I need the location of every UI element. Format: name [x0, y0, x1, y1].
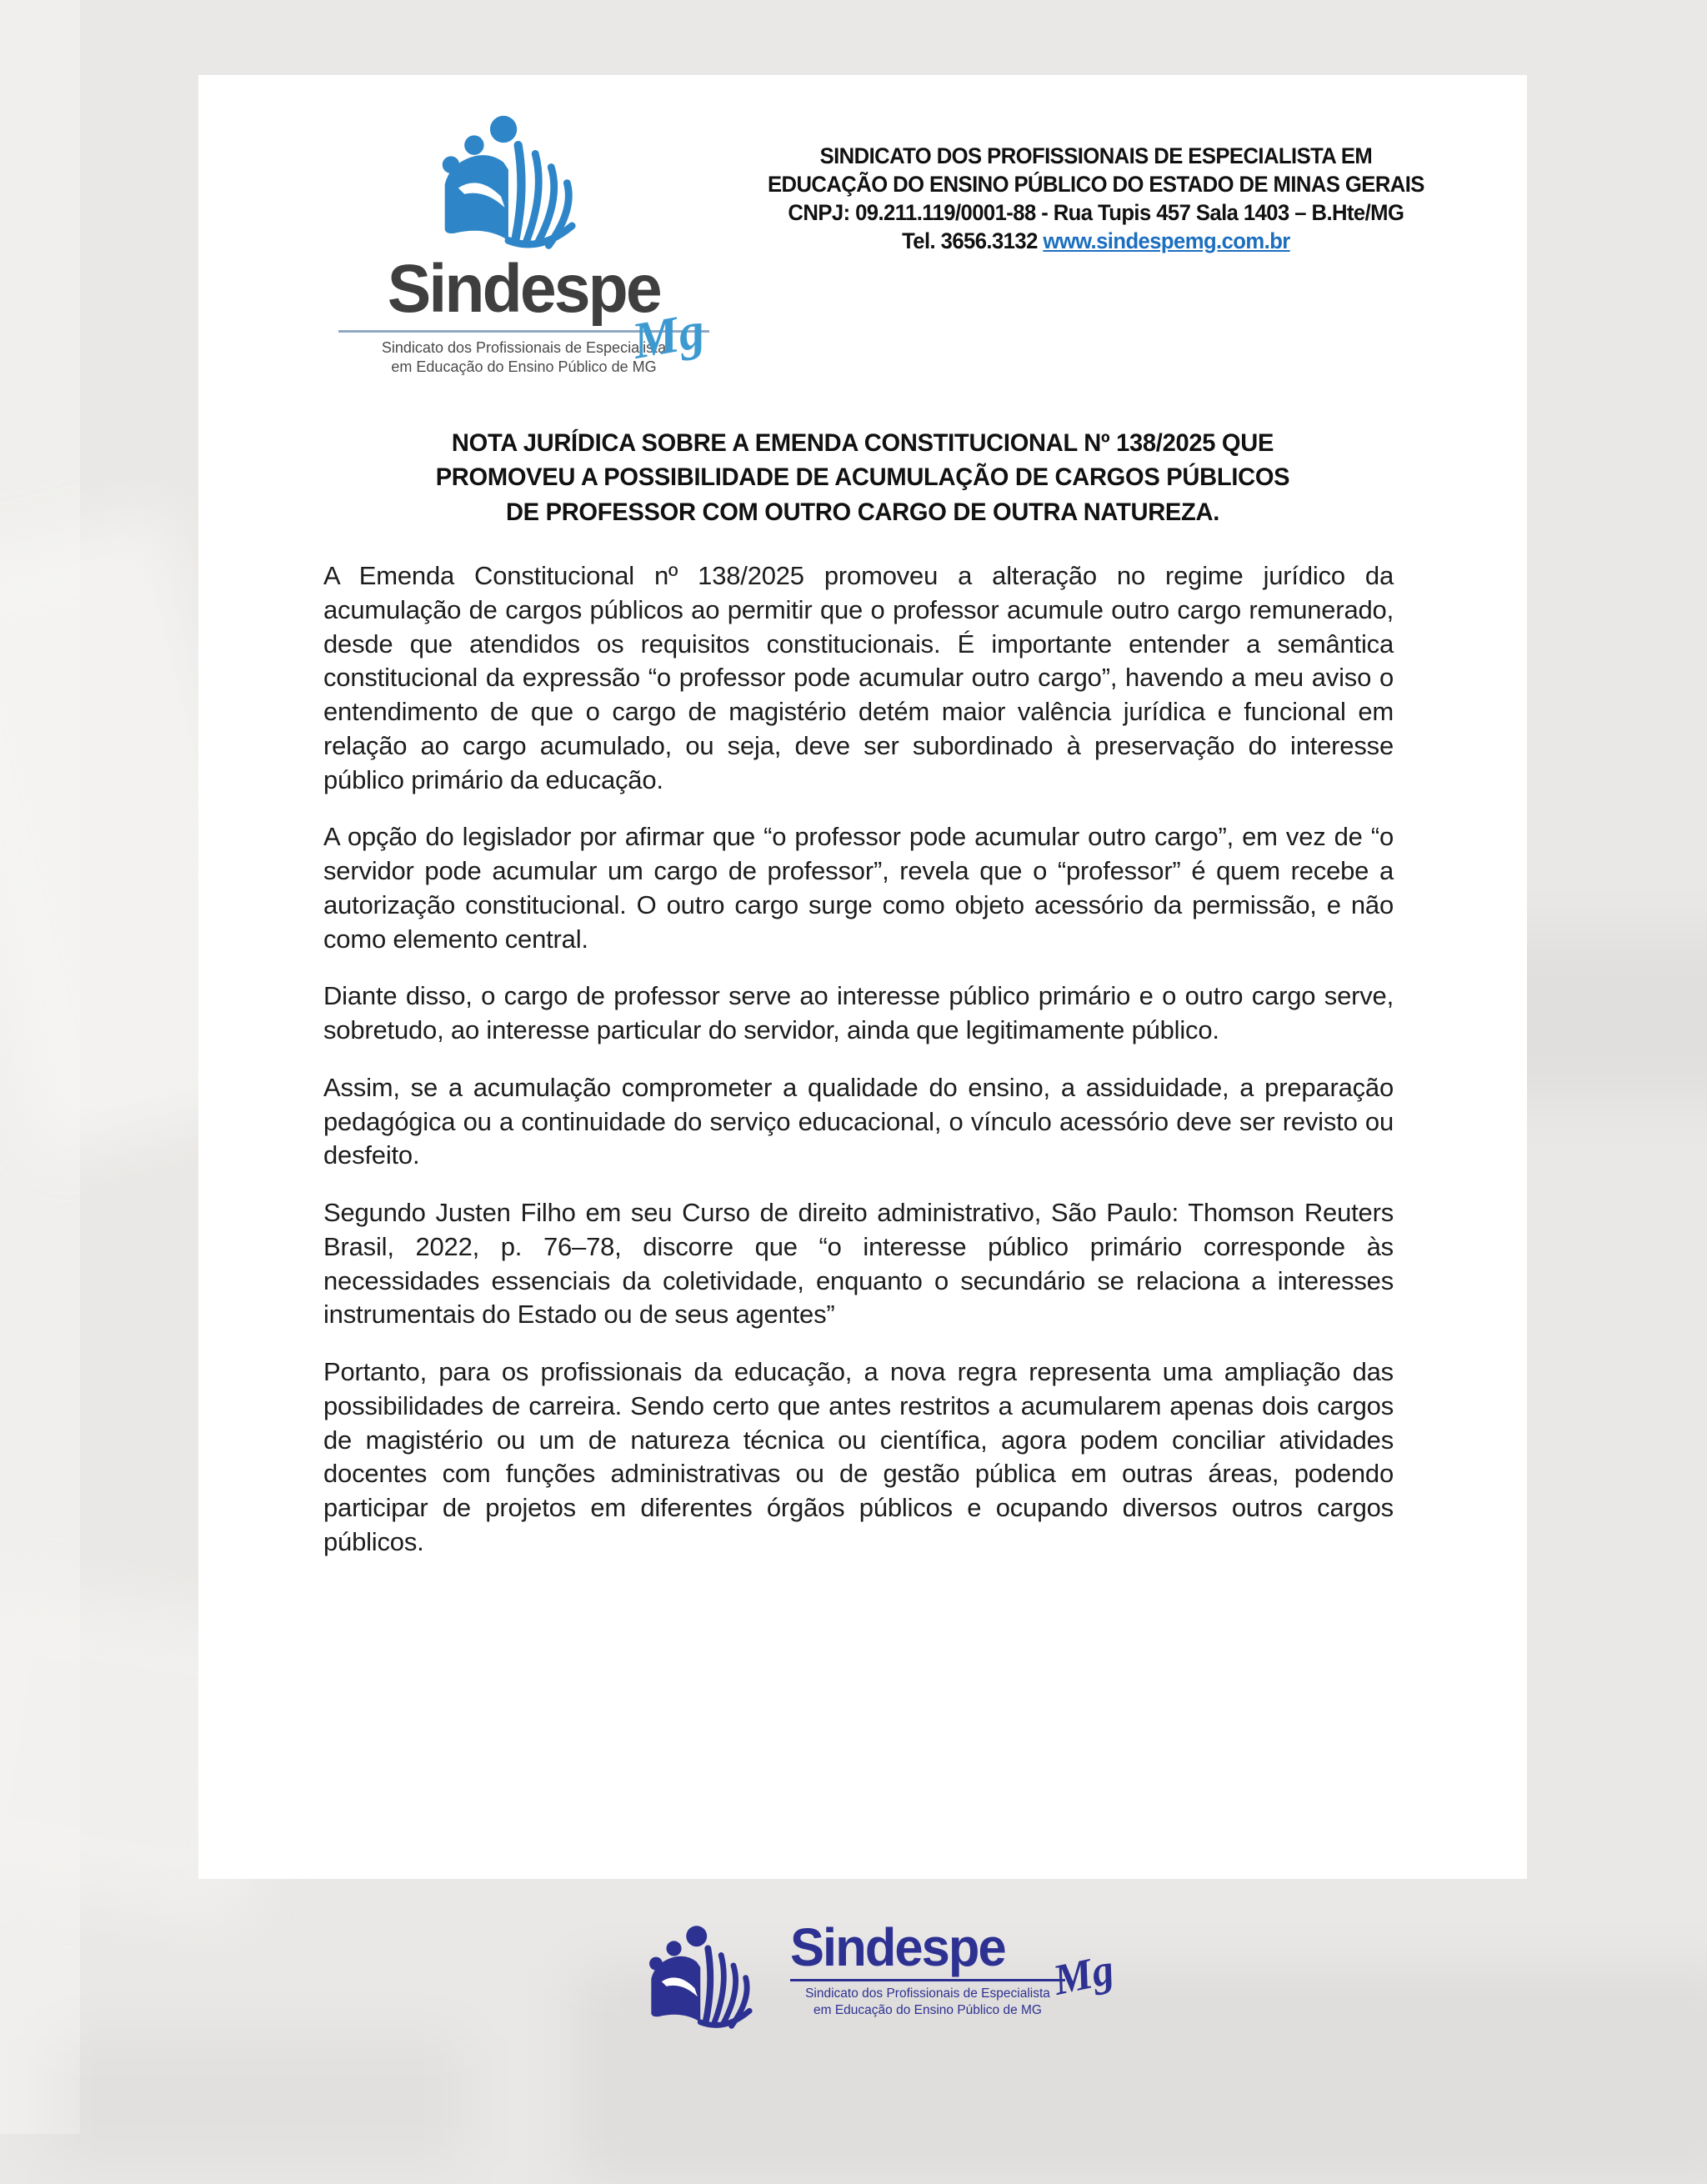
footer-logo-caption-line2: em Educação do Ensino Público de MG [813, 2003, 1042, 2018]
footer-logo-name-text: Sindespe [790, 1917, 1005, 1977]
footer-logo-mg-script: Mg [1049, 1946, 1119, 2005]
logo-caption-line1: Sindicato dos Profissionais de Especialista [381, 339, 667, 356]
organization-info [730, 113, 1507, 376]
footer-logo-wordmark [790, 1914, 1119, 2019]
website-link[interactable]: www.sindespemg.com.br [1043, 228, 1290, 254]
sindespe-footer-logo [642, 1914, 1119, 2047]
open-book-logo-icon [408, 113, 641, 260]
footer-logo-caption [790, 1986, 1065, 2019]
org-name-line1: SINDICATO DOS PROFISSIONAIS DE ESPECIALISTA EM [819, 143, 1373, 168]
org-phone: Tel. 3656.3132 [902, 228, 1044, 254]
title-line3: DE PROFESSOR COM OUTRO CARGO DE OUTRA NATUREZA. [505, 498, 1220, 526]
footer-logo-caption-line1: Sindicato dos Profissionais de Especialista [805, 1986, 1050, 2001]
document-body [323, 559, 1394, 1560]
body-paragraph: A opção do legislador por afirmar que “o professor pode acumular outro cargo”, em vez de “o servidor pode acumular um cargo de professor”, revela que o “professor” é quem recebe a autorização constitucional. O outro cargo surge como objeto acessório da permissão, e não como elemento central. [323, 822, 1394, 954]
logo-caption-line2: em Educação do Ensino Público de MG [391, 358, 657, 375]
org-contact [738, 227, 1454, 255]
title-line2: PROMOVEU A POSSIBILIDADE DE ACUMULAÇÃO DE CARGOS PÚBLICOS [435, 463, 1290, 492]
footer-logo-underline [790, 1979, 1065, 1981]
body-paragraph: Segundo Justen Filho em seu Curso de direito administrativo, São Paulo: Thomson Reuters Brasil, 2022, p. 76–78, discorre que “o interesse público primário corresponde às necessidades essenciais da coletividade, enquanto o secundário se relaciona a interesses instrumentais do Estado ou de seus agentes” [323, 1198, 1394, 1330]
body-paragraph: Assim, se a acumulação comprometer a qualidade do ensino, a assiduidade, a preparação pedagógica ou a continuidade do serviço educacional, o vínculo acessório deve ser revisto ou desfeito. [323, 1072, 1394, 1170]
org-cnpj-address: CNPJ: 09.211.119/0001-88 - Rua Tupis 457 Sala 1403 – B.Hte/MG [788, 200, 1404, 226]
letterhead [198, 75, 1527, 376]
body-paragraph: Diante disso, o cargo de professor serve ao interesse público primário e o outro cargo serve, sobretudo, ao interesse particular do servidor, ainda que legitimamente público. [323, 981, 1394, 1045]
body-paragraph: Portanto, para os profissionais da educação, a nova regra representa uma ampliação das possibilidades de carreira. Sendo certo que antes restritos a acumularem apenas dois cargos de magistério ou um de natureza técnica ou científica, agora podem conciliar atividades docentes com funções administrativas ou de gestão pública em outras áreas, podendo participar de projetos em diferentes órgãos públicos e ocupando diversos outros cargos públicos. [323, 1357, 1394, 1556]
org-name-line2: EDUCAÇÃO DO ENSINO PÚBLICO DO ESTADO DE MINAS GERAIS [767, 172, 1424, 198]
open-book-logo-icon [642, 1914, 783, 2047]
logo-name-text: Sindespe [388, 251, 660, 327]
background-decoration [50, 2034, 467, 2167]
logo-caption [382, 338, 666, 376]
logo-mg-script: Mg [628, 302, 709, 370]
body-paragraph: A Emenda Constitucional nº 138/2025 promoveu a alteração no regime jurídico da acumulação de cargos públicos ao permitir que o professor acumule outro cargo remunerado, desde que atendidos os requisitos constitucionais. É importante entender a semântica constitucional da expressão “o professor pode acumular outro cargo”, havendo a meu aviso o entendimento de que o cargo de magistério detém maior valência jurídica e funcional em relação ao cargo acumulado, ou seja, deve ser subordinado à preservação do interesse público primário da educação. [323, 561, 1394, 794]
document-page [198, 75, 1527, 1879]
title-line1: NOTA JURÍDICA SOBRE A EMENDA CONSTITUCIONAL Nº 138/2025 QUE [451, 429, 1274, 457]
document-title [218, 426, 1507, 529]
sindespe-logo [338, 113, 709, 376]
